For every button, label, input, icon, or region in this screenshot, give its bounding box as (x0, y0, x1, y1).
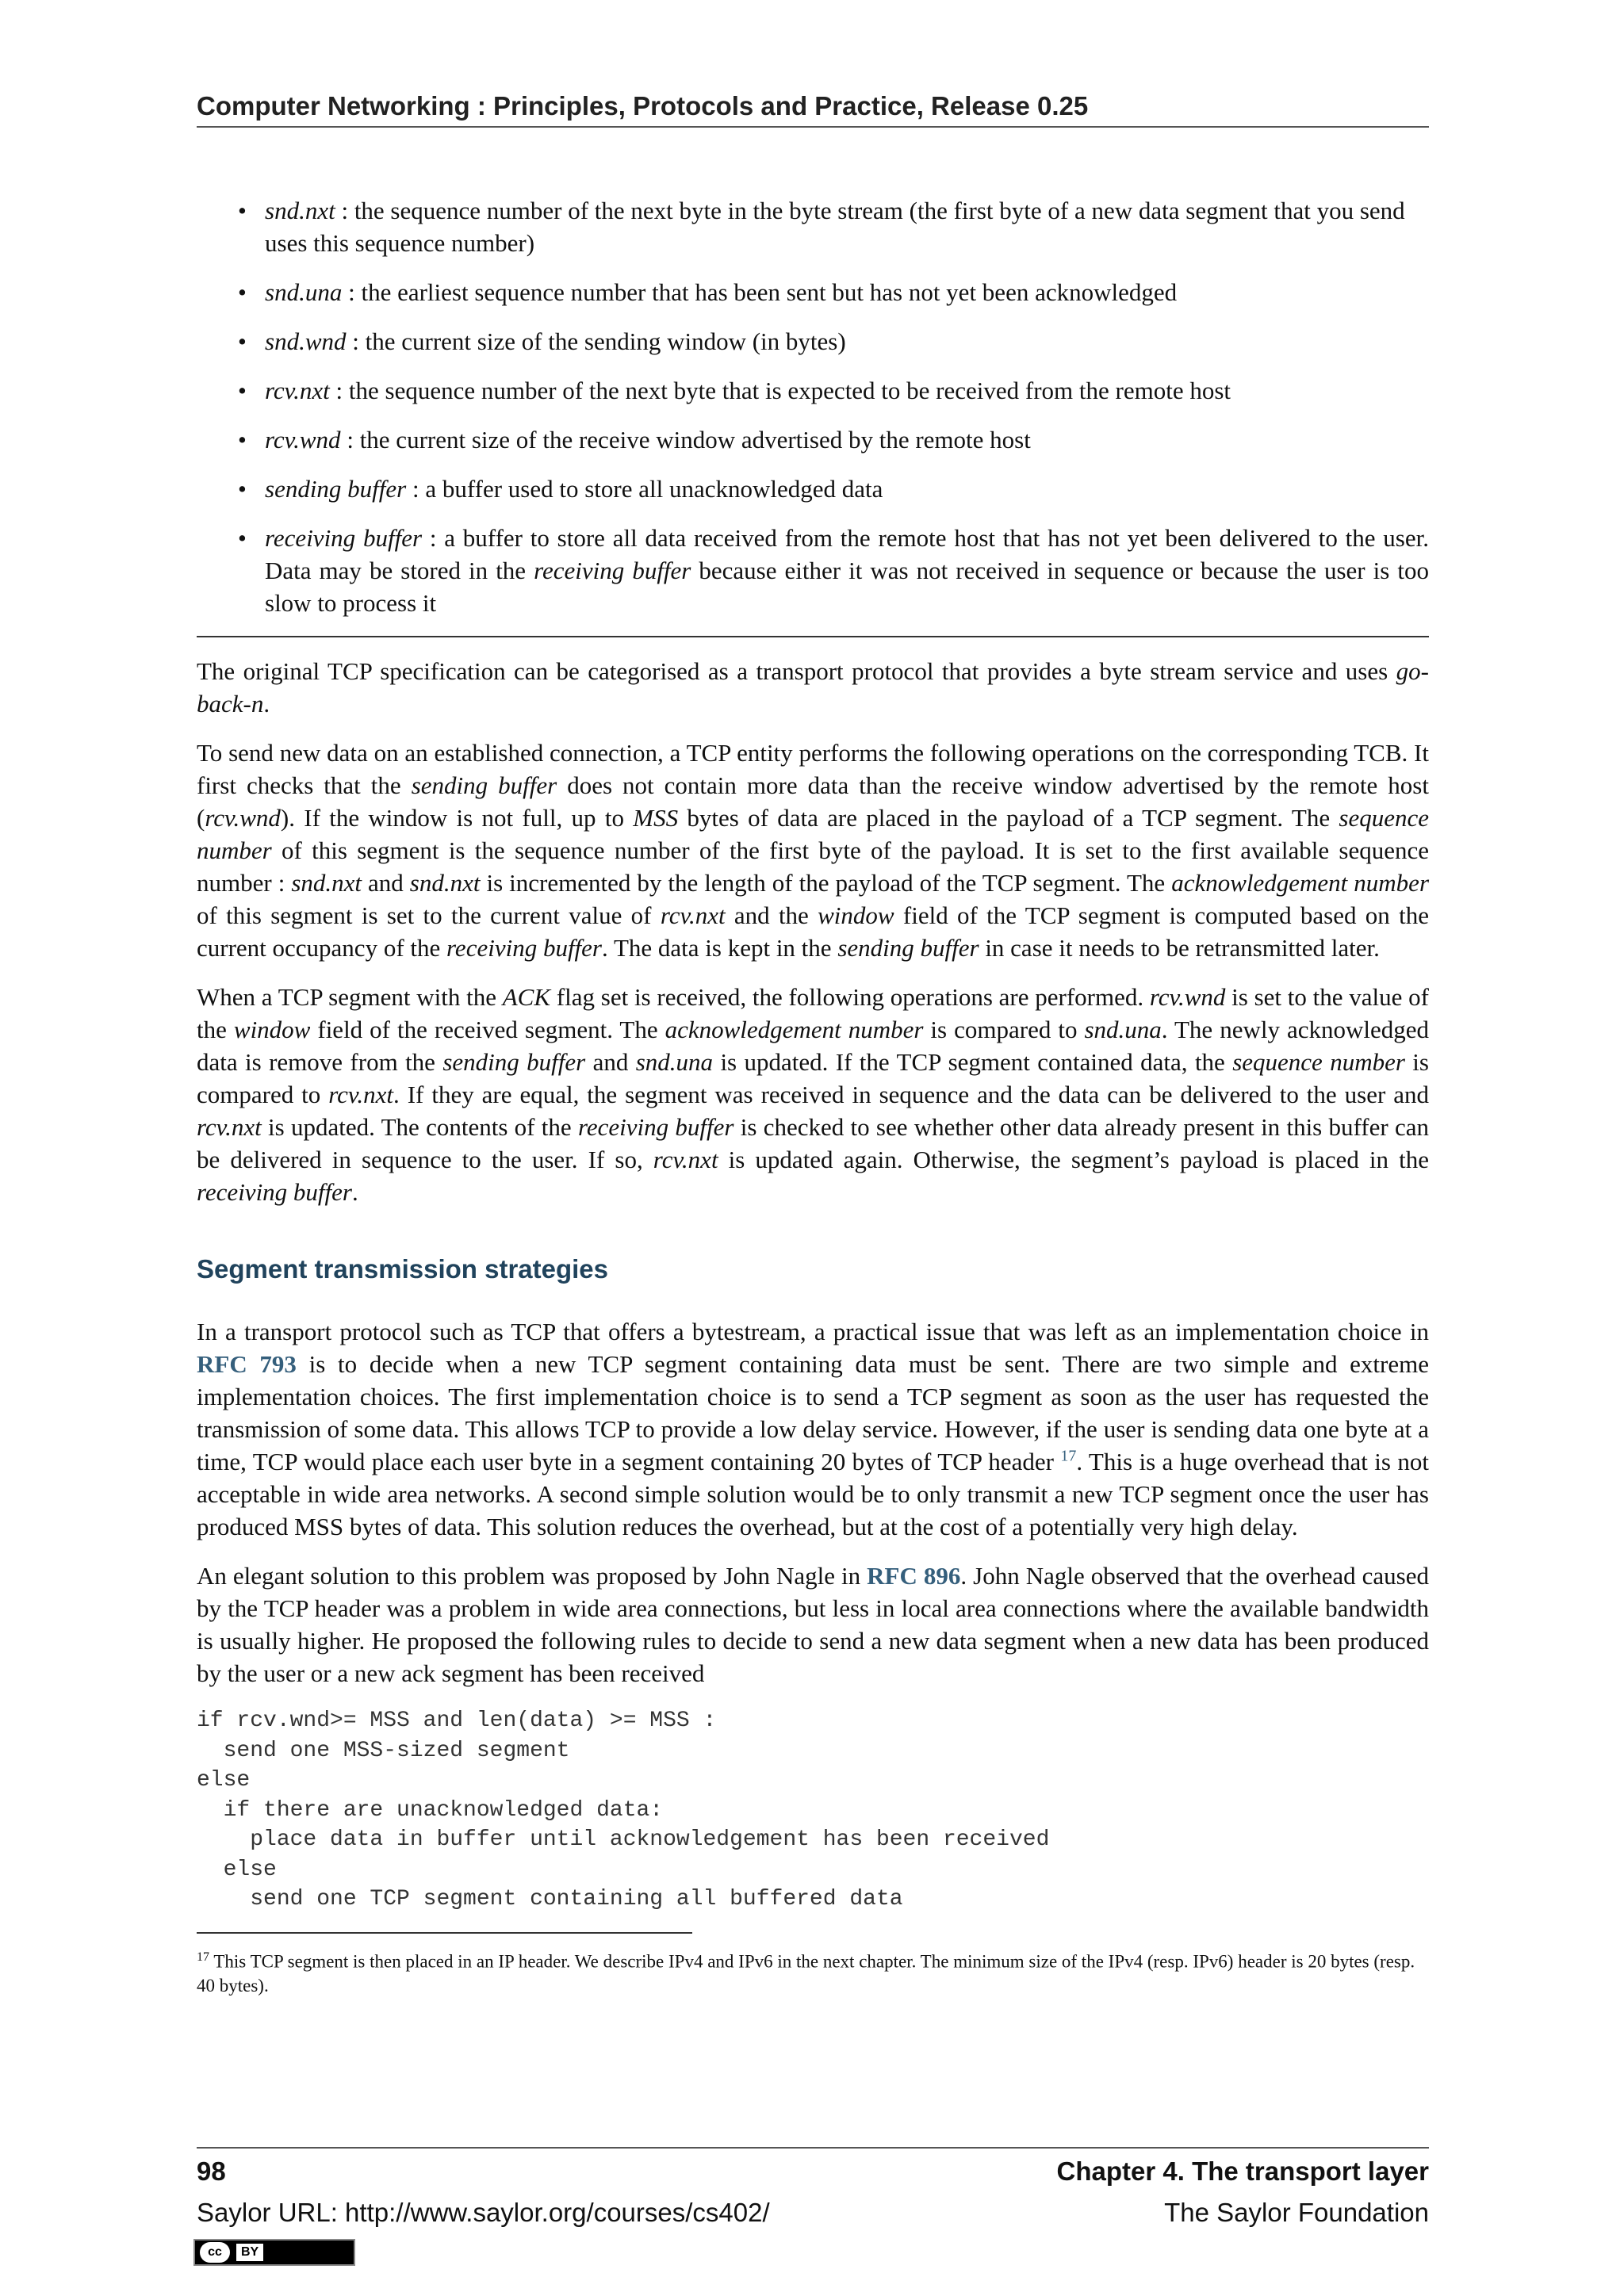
footer-divider (197, 2147, 1429, 2149)
cc-icon: cc (200, 2242, 230, 2263)
footnote-ref-17[interactable]: 17 (1060, 1447, 1077, 1465)
bullet-icon: • (238, 475, 247, 503)
bullet-icon: • (238, 524, 247, 552)
main-content (197, 194, 1429, 1998)
cc-by-license-icon (193, 2239, 355, 2266)
section-heading: Segment transmission strategies (197, 1254, 609, 1284)
paragraph-nagle: An elegant solution to this problem was proposed by John Nagle in RFC 896. John Nagle observed that the overhead caused by the TCP header was a problem in wide area connections, but less in local area connections where the available bandwidth is usually higher. He proposed the following rules to decide to send a new data segment when a new data has been produced by the user or a new ack segment has been received (197, 1562, 1430, 1687)
paragraph-send-new-data: To send new data on an established connection, a TCP entity performs the following operations on the corresponding TCB. It first checks that the sending buffer does not contain more data than the receive window advertised by the remote host (rcv.wnd). If the window is not full, up to MSS bytes of data are placed in the payload of a TCP segment. The sequence number of this segment is the sequence number of the first byte of the payload. It is set to the first available sequence number : snd.nxt and snd.nxt is incremented by the length of the payload of the TCP segment. The acknowledgement number of this segment is set to the current value of rcv.nxt and the window field of the TCP segment is computed based on the current occupancy of the receiving buffer. The data is kept in the sending buffer in case it needs to be retransmitted later. (197, 739, 1430, 962)
document-page (197, 0, 1429, 2296)
definition-list-divider (197, 636, 1429, 637)
bullet-icon: • (238, 377, 247, 404)
list-item: • snd.una : the earliest sequence number that has been sent but has not yet been acknowledged (197, 276, 1429, 308)
saylor-foundation: The Saylor Foundation (1164, 2198, 1429, 2227)
rfc-896-link[interactable]: RFC 896 (867, 1562, 961, 1590)
paragraph-original-tcp-spec: The original TCP specification can be categorised as a transport protocol that provides a byte stream service and uses go-back-n. (197, 657, 1429, 718)
list-item: • sending buffer : a buffer used to store all unacknowledged data (197, 473, 1429, 505)
bullet-icon: • (238, 327, 247, 355)
saylor-url: Saylor URL: http://www.saylor.org/courses/cs402/ (197, 2198, 770, 2227)
running-header: Computer Networking : Principles, Protocols and Practice, Release 0.25 (197, 91, 1429, 128)
bullet-icon: • (238, 278, 247, 306)
list-item: • rcv.wnd : the current size of the receive window advertised by the remote host (197, 423, 1429, 456)
list-item: • rcv.nxt : the sequence number of the next byte that is expected to be received from the remote host (197, 374, 1429, 407)
list-item: • snd.nxt : the sequence number of the next byte in the byte stream (the first byte of a new data segment that you send uses this sequence number) (197, 194, 1429, 259)
nagle-pseudocode: if rcv.wnd>= MSS and len(data) >= MSS : send one MSS-sized segment else if there are unacknowledged data: place data in buffer until acknowledgement has been received else send one TCP segment containing all buffered data (197, 1709, 1050, 1911)
footnote-divider (197, 1932, 692, 1934)
by-icon: BY (236, 2244, 263, 2261)
tcb-variable-list (197, 194, 1429, 619)
rfc-793-link[interactable]: RFC 793 (197, 1350, 297, 1378)
footnote-17: $^{17}$ This TCP segment is then placed in an IP header. We describe IPv4 and IPv6 in the next chapter. The minimum size of the IPv4 (resp. IPv6) header is 20 bytes (resp. 40 bytes). (197, 1950, 1415, 1996)
page-number: 98 (197, 2156, 226, 2186)
bullet-icon: • (238, 197, 247, 224)
paragraph-bytestream-issue: In a transport protocol such as TCP that offers a bytestream, a practical issue that was left as an implementation choice in RFC 793 is to decide when a new TCP segment containing data must be sent. There are two simple and extreme implementation choices. The first implementation choice is to send a TCP segment as soon as the user has requested the transmission of some data. This allows TCP to provide a low delay service. However, if the user is sending data one byte at a time, TCP would place each user byte in a segment containing 20 bytes of TCP header $^{17}$. This is a huge overhead that is not acceptable in wide area networks. A second simple solution would be to only transmit a new TCP segment once the user has produced MSS bytes of data. This solution reduces the overhead, but at the cost of a potentially very high delay. (197, 1318, 1430, 1540)
chapter-title: Chapter 4. The transport layer (1056, 2156, 1429, 2186)
paragraph-ack-received: When a TCP segment with the ACK flag set is received, the following operations are performed. rcv.wnd is set to the value of the window field of the received segment. The acknowledgement number is compared to snd.una. The newly acknowledged data is remove from the sending buffer and snd.una is updated. If the TCP segment contained data, the sequence number is compared to rcv.nxt. If they are equal, the segment was received in sequence and the data can be delivered to the user and rcv.nxt is updated. The contents of the receiving buffer is checked to see whether other data already present in this buffer can be delivered in sequence to the user. If so, rcv.nxt is updated again. Otherwise, the segment’s payload is placed in the receiving buffer. (197, 983, 1430, 1206)
bullet-icon: • (238, 426, 247, 453)
list-item: • receiving buffer : a buffer to store all data received from the remote host that has not yet been delivered to the user. Data may be stored in the receiving buffer because either it was not received in sequence or because the user is too slow to process it (197, 522, 1429, 619)
list-item: • snd.wnd : the current size of the sending window (in bytes) (197, 325, 1429, 358)
